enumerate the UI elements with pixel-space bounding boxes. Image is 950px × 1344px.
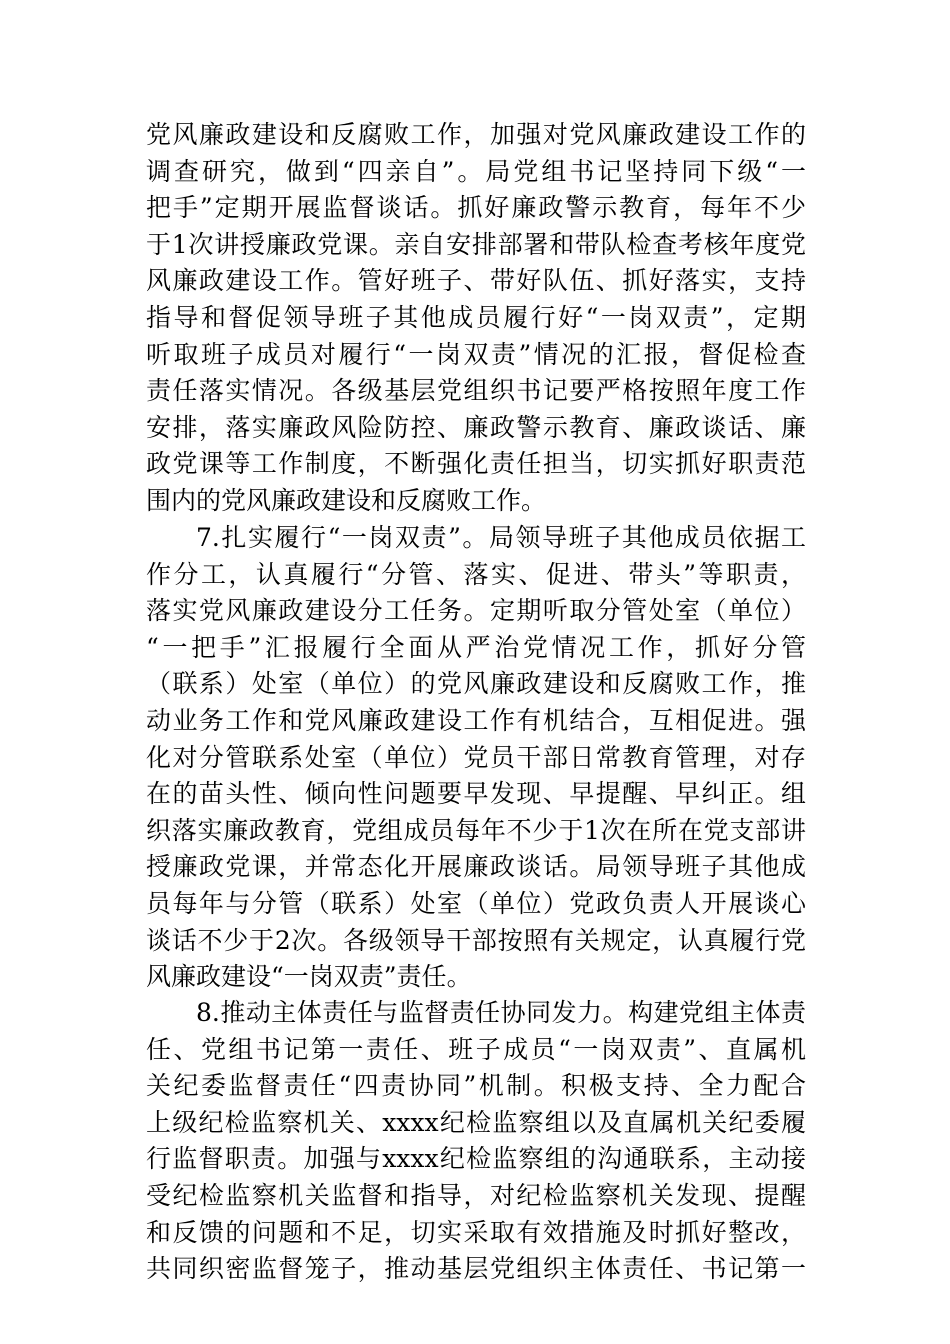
paragraph-item-7 [146,520,806,996]
text-line: 任、党组书记第一责任、班子成员“一岗双责”、直属机 [146,1034,806,1064]
text-line: 作分工，认真履行“分管、落实、促进、带头”等职责， [146,559,806,589]
text-line: 关纪委监督责任“四责协同”机制。积极支持、全力配合 [146,1071,806,1101]
text-line: 政党课等工作制度，不断强化责任担当，切实抓好职责范 [146,449,806,479]
text-line: 化对分管联系处室（单位）党员干部日常教育管理，对存 [146,742,806,772]
text-line: 安排，落实廉政风险防控、廉政警示教育、廉政谈话、廉 [146,412,806,442]
text-line: 织落实廉政教育，党组成员每年不少于1次在所在党支部讲 [146,815,806,845]
text-line: 听取班子成员对履行“一岗双责”情况的汇报，督促检查 [146,339,806,369]
text-line: 7.扎实履行“一岗双责”。局领导班子其他成员依据工 [196,523,806,552]
text-line: 风廉政建设工作。管好班子、带好队伍、抓好落实，支持 [146,266,806,296]
text-line: 指导和督促领导班子其他成员履行好“一岗双责”，定期 [146,302,806,332]
text-line: 责任落实情况。各级基层党组织书记要严格按照年度工作 [146,376,806,406]
text-line: 落实党风廉政建设分工任务。定期听取分管处室（单位） [146,596,806,626]
text-line: 上级纪检监察机关、xxxx纪检监察组以及直属机关纪委履 [146,1107,806,1137]
text-line: 员每年与分管（联系）处室（单位）党政负责人开展谈心 [146,888,806,918]
text-line: 调查研究，做到“四亲自”。局党组书记坚持同下级“一 [146,156,806,186]
text-line: 党风廉政建设和反腐败工作，加强对党风廉政建设工作的 [146,120,806,149]
paragraph-item-8 [146,995,806,1288]
text-line: “一把手”汇报履行全面从严治党情况工作，抓好分管 [146,632,806,662]
paragraph-1 [146,117,806,520]
text-line: 在的苗头性、倾向性问题要早发现、早提醒、早纠正。组 [146,779,806,809]
text-line: 风廉政建设“一岗双责”责任。 [146,962,472,992]
text-line: 动业务工作和党风廉政建设工作有机结合，互相促进。强 [146,705,806,735]
text-line: 授廉政党课，并常态化开展廉政谈话。局领导班子其他成 [146,852,806,882]
text-line: 谈话不少于2次。各级领导干部按照有关规定，认真履行党 [146,925,806,955]
text-line: 共同织密监督笼子，推动基层党组织主体责任、书记第一 [146,1254,806,1284]
text-line: 行监督职责。加强与xxxx纪检监察组的沟通联系，主动接 [146,1144,806,1174]
text-line: 围内的党风廉政建设和反腐败工作。 [146,485,547,515]
text-line: 和反馈的问题和不足，切实采取有效措施及时抓好整改， [146,1217,806,1247]
text-line: 于1次讲授廉政党课。亲自安排部署和带队检查考核年度党 [146,229,806,259]
text-line: （联系）处室（单位）的党风廉政建设和反腐败工作，推 [146,669,806,699]
text-line: 受纪检监察机关监督和指导，对纪检监察机关发现、提醒 [146,1180,806,1210]
text-line: 8.推动主体责任与监督责任协同发力。构建党组主体责 [196,998,806,1027]
text-line: 把手”定期开展监督谈话。抓好廉政警示教育，每年不少 [146,193,806,223]
